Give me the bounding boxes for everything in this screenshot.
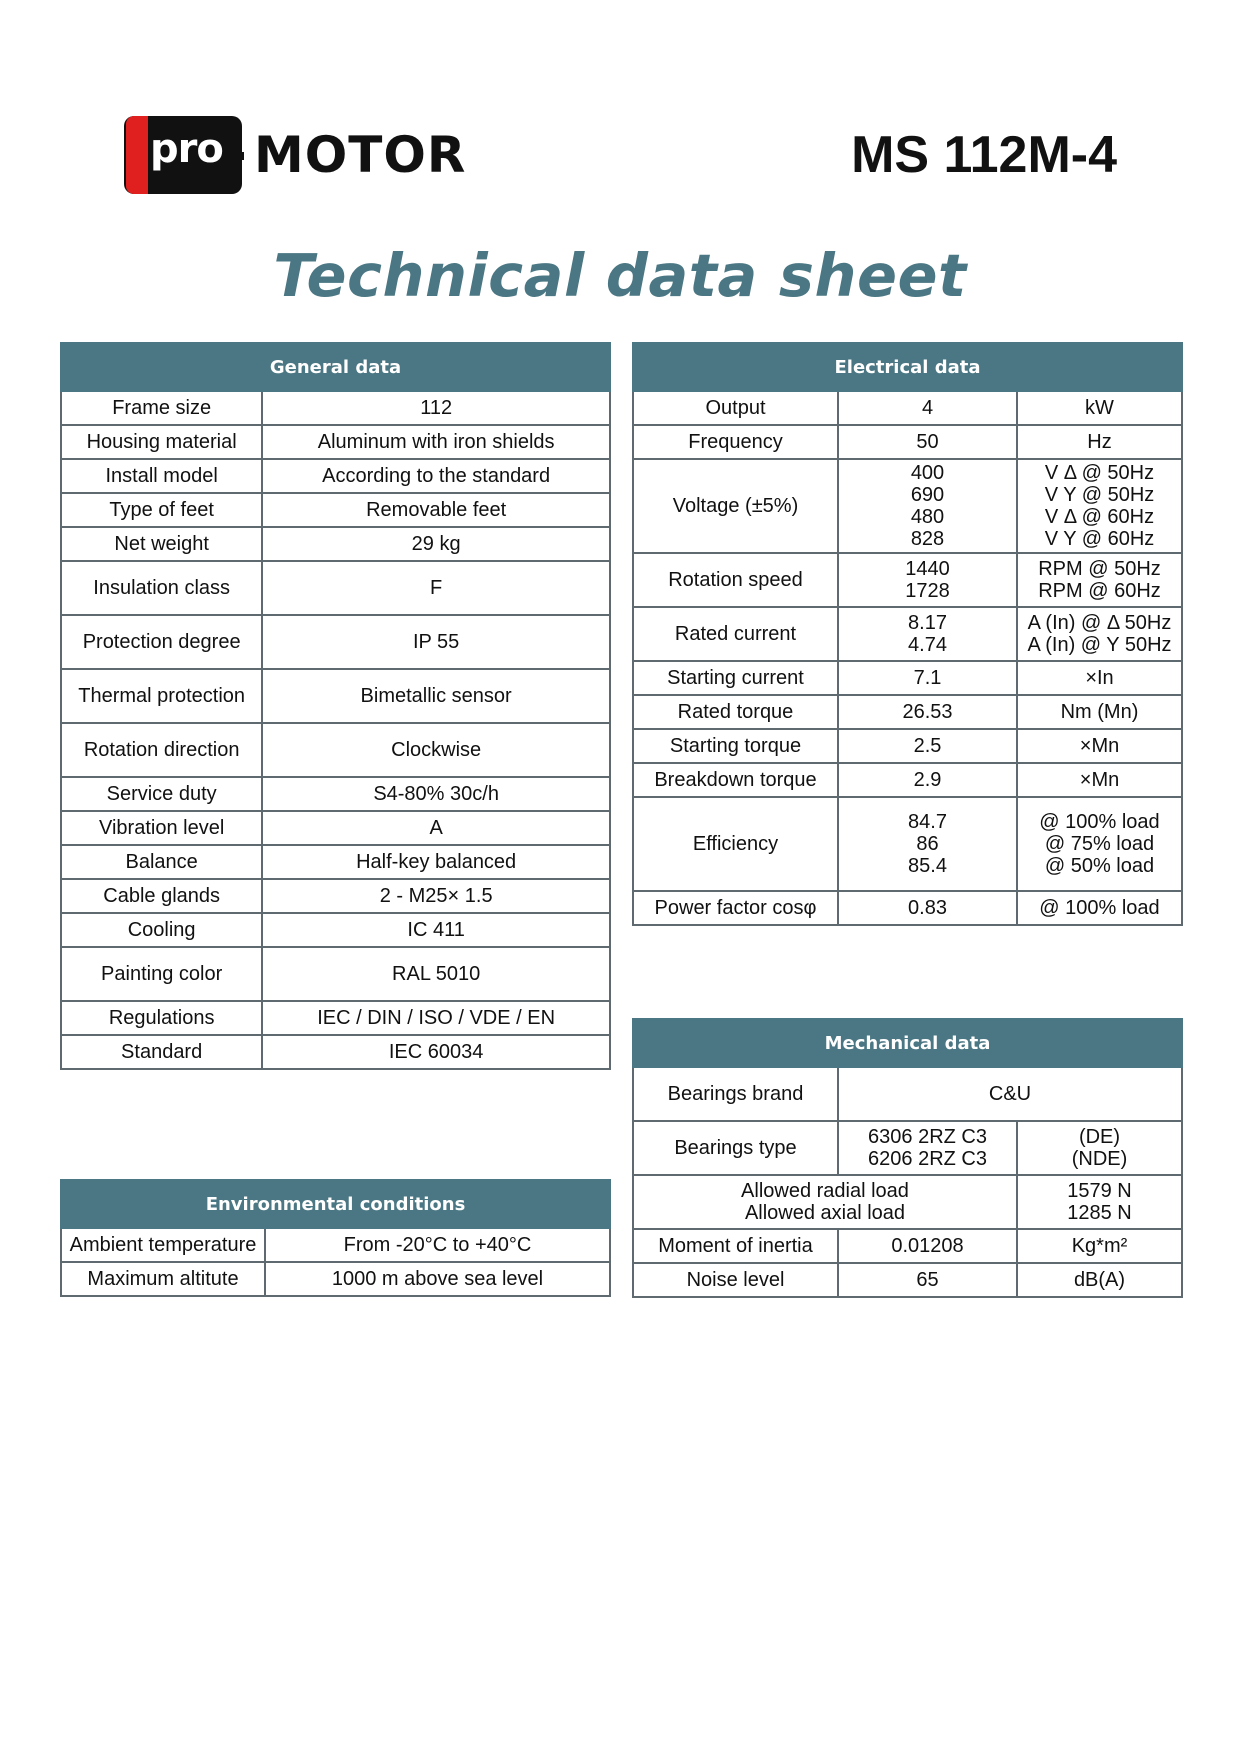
- row-value: 8.17 4.74: [838, 607, 1017, 661]
- row-label: Balance: [61, 845, 262, 879]
- table-row: [61, 811, 610, 845]
- row-unit: Kg*m²: [1017, 1229, 1182, 1263]
- logo-badge: [124, 116, 232, 194]
- table-row: [61, 947, 610, 1001]
- row-unit: ×In: [1017, 661, 1182, 695]
- row-label: Allowed radial load Allowed axial load: [633, 1175, 1017, 1229]
- row-label: Standard: [61, 1035, 262, 1069]
- row-value: 1579 N 1285 N: [1017, 1175, 1182, 1229]
- row-unit: kW: [1017, 391, 1182, 425]
- promotor-logo: [124, 112, 494, 198]
- row-unit: Hz: [1017, 425, 1182, 459]
- general-data-table: [60, 342, 611, 1070]
- row-value: 1440 1728: [838, 553, 1017, 607]
- row-label: Rotation speed: [633, 553, 838, 607]
- page-title: Technical data sheet: [273, 241, 967, 310]
- row-label: Rotation direction: [61, 723, 262, 777]
- row-unit: ×Mn: [1017, 729, 1182, 763]
- table-row: [633, 797, 1182, 891]
- row-label: Frequency: [633, 425, 838, 459]
- row-value: 0.01208: [838, 1229, 1017, 1263]
- row-value: 65: [838, 1263, 1017, 1297]
- row-value: 400 690 480 828: [838, 459, 1017, 553]
- row-unit: Nm (Mn): [1017, 695, 1182, 729]
- row-label: Noise level: [633, 1263, 838, 1297]
- row-value: RAL 5010: [262, 947, 610, 1001]
- environmental-conditions-heading: Environmental conditions: [61, 1180, 610, 1228]
- row-value: F: [262, 561, 610, 615]
- table-row: [61, 879, 610, 913]
- table-row: [633, 1121, 1182, 1175]
- row-label: Efficiency: [633, 797, 838, 891]
- table-row: [61, 845, 610, 879]
- row-label: Vibration level: [61, 811, 262, 845]
- table-row: [633, 1229, 1182, 1263]
- row-label: Housing material: [61, 425, 262, 459]
- row-label: Regulations: [61, 1001, 262, 1035]
- row-unit: V Δ @ 50Hz V Y @ 50Hz V Δ @ 60Hz V Y @ 60Hz: [1017, 459, 1182, 553]
- general-data-heading: General data: [61, 343, 610, 391]
- electrical-data-heading: Electrical data: [633, 343, 1182, 391]
- row-label: Starting torque: [633, 729, 838, 763]
- row-label: Rated current: [633, 607, 838, 661]
- table-row: [61, 777, 610, 811]
- row-label: Net weight: [61, 527, 262, 561]
- row-label: Ambient temperature: [61, 1228, 265, 1262]
- row-value: 2.9: [838, 763, 1017, 797]
- row-value: IC 411: [262, 913, 610, 947]
- row-value: C&U: [838, 1067, 1182, 1121]
- row-value: 6306 2RZ C3 6206 2RZ C3: [838, 1121, 1017, 1175]
- table-row: [633, 661, 1182, 695]
- row-value: IP 55: [262, 615, 610, 669]
- table-row: [61, 391, 610, 425]
- row-unit: @ 100% load: [1017, 891, 1182, 925]
- table-row: [61, 561, 610, 615]
- row-unit: (DE) (NDE): [1017, 1121, 1182, 1175]
- row-value: S4-80% 30c/h: [262, 777, 610, 811]
- table-row: [61, 1035, 610, 1069]
- row-label: Cable glands: [61, 879, 262, 913]
- table-row: [633, 763, 1182, 797]
- row-label: Frame size: [61, 391, 262, 425]
- row-value: 0.83: [838, 891, 1017, 925]
- row-label: Moment of inertia: [633, 1229, 838, 1263]
- row-label: Power factor cosφ: [633, 891, 838, 925]
- table-row: [633, 607, 1182, 661]
- table-row: [61, 459, 610, 493]
- row-value: Removable feet: [262, 493, 610, 527]
- row-unit: A (In) @ Δ 50Hz A (In) @ Y 50Hz: [1017, 607, 1182, 661]
- row-label: Voltage (±5%): [633, 459, 838, 553]
- table-row: [633, 1175, 1182, 1229]
- row-value: A: [262, 811, 610, 845]
- row-label: Bearings brand: [633, 1067, 838, 1121]
- row-value: Aluminum with iron shields: [262, 425, 610, 459]
- row-value: 2.5: [838, 729, 1017, 763]
- environmental-conditions-table: [60, 1179, 611, 1297]
- row-value: 29 kg: [262, 527, 610, 561]
- row-label: Rated torque: [633, 695, 838, 729]
- row-value: IEC / DIN / ISO / VDE / EN: [262, 1001, 610, 1035]
- row-unit: ×Mn: [1017, 763, 1182, 797]
- row-label: Install model: [61, 459, 262, 493]
- row-value: Bimetallic sensor: [262, 669, 610, 723]
- table-row: [61, 1262, 610, 1296]
- row-label: Maximum altitute: [61, 1262, 265, 1296]
- mechanical-data-heading: Mechanical data: [633, 1019, 1182, 1067]
- row-unit: @ 100% load @ 75% load @ 50% load: [1017, 797, 1182, 891]
- table-row: [61, 425, 610, 459]
- table-row: [61, 615, 610, 669]
- row-value: 1000 m above sea level: [265, 1262, 610, 1296]
- row-value: 4: [838, 391, 1017, 425]
- row-value: Clockwise: [262, 723, 610, 777]
- table-row: [61, 723, 610, 777]
- row-value: 2 - M25× 1.5: [262, 879, 610, 913]
- table-row: [633, 425, 1182, 459]
- table-row: [633, 553, 1182, 607]
- row-label: Output: [633, 391, 838, 425]
- table-row: [61, 1228, 610, 1262]
- row-value: 50: [838, 425, 1017, 459]
- table-row: [61, 913, 610, 947]
- row-value: From -20°C to +40°C: [265, 1228, 610, 1262]
- logo-badge-text: pro: [150, 126, 223, 172]
- model-name: MS 112M-4: [851, 126, 1117, 184]
- row-label: Cooling: [61, 913, 262, 947]
- table-row: [633, 391, 1182, 425]
- table-row: [61, 527, 610, 561]
- row-value: 112: [262, 391, 610, 425]
- row-unit: RPM @ 50Hz RPM @ 60Hz: [1017, 553, 1182, 607]
- table-row: [633, 1067, 1182, 1121]
- row-value: According to the standard: [262, 459, 610, 493]
- row-value: Half-key balanced: [262, 845, 610, 879]
- row-label: Starting current: [633, 661, 838, 695]
- table-row: [633, 459, 1182, 553]
- table-row: [61, 493, 610, 527]
- table-row: [633, 1263, 1182, 1297]
- row-label: Thermal protection: [61, 669, 262, 723]
- table-row: [633, 729, 1182, 763]
- logo-word: MOTOR: [254, 126, 467, 184]
- row-value: 84.7 86 85.4: [838, 797, 1017, 891]
- row-unit: dB(A): [1017, 1263, 1182, 1297]
- mechanical-data-table: [632, 1018, 1183, 1298]
- row-label: Bearings type: [633, 1121, 838, 1175]
- table-row: [633, 891, 1182, 925]
- row-label: Insulation class: [61, 561, 262, 615]
- row-label: Protection degree: [61, 615, 262, 669]
- row-label: Breakdown torque: [633, 763, 838, 797]
- table-row: [633, 695, 1182, 729]
- row-value: 7.1: [838, 661, 1017, 695]
- row-value: IEC 60034: [262, 1035, 610, 1069]
- table-row: [61, 1001, 610, 1035]
- electrical-data-table: [632, 342, 1183, 926]
- row-value: 26.53: [838, 695, 1017, 729]
- row-label: Painting color: [61, 947, 262, 1001]
- table-row: [61, 669, 610, 723]
- row-label: Service duty: [61, 777, 262, 811]
- row-label: Type of feet: [61, 493, 262, 527]
